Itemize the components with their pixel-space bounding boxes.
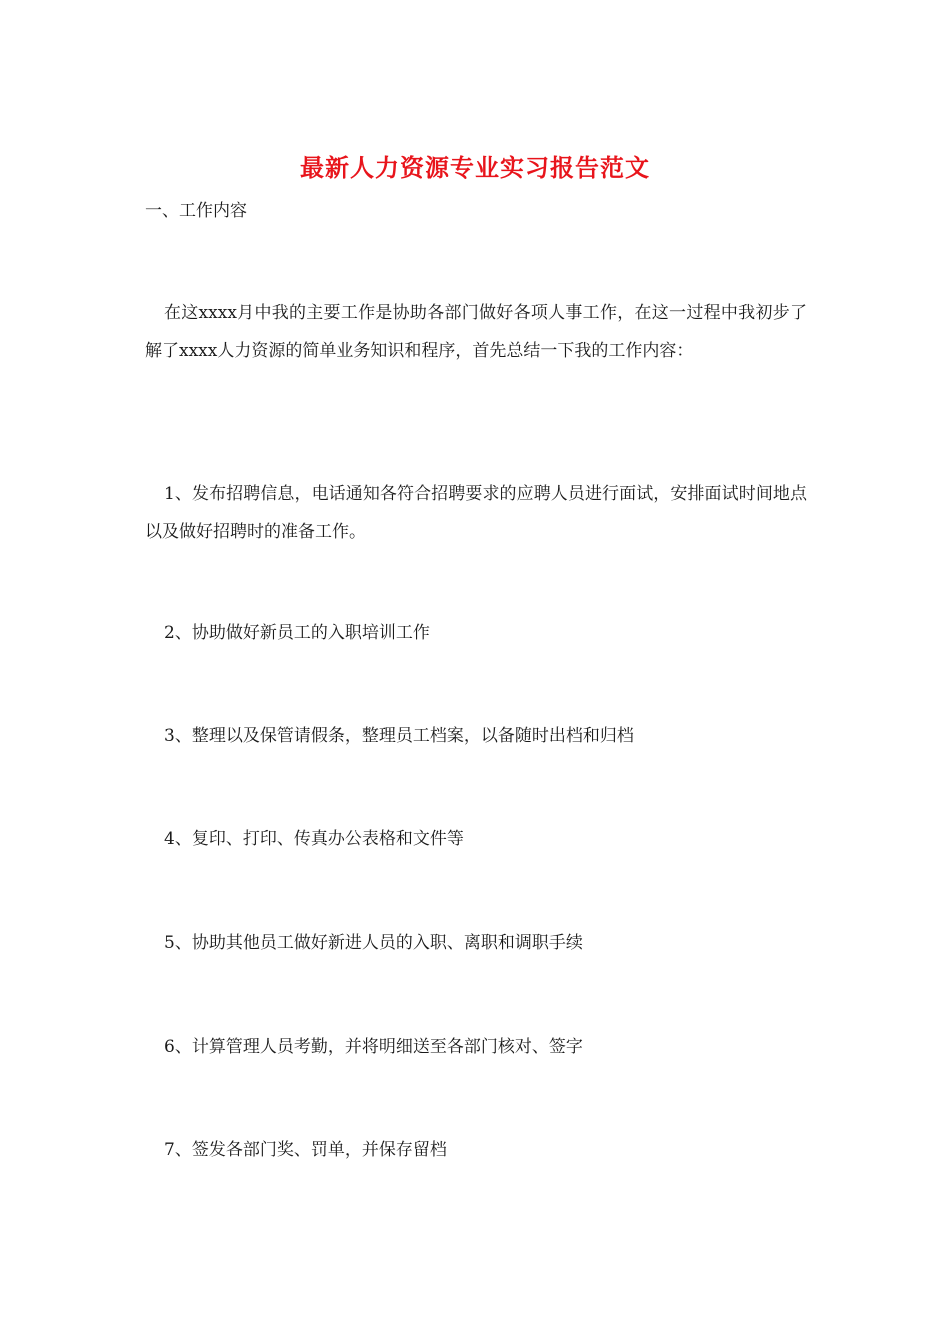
list-item: 7、签发各部门奖、罚单，并保存留档 [164, 1140, 447, 1160]
list-item: 2、协助做好新员工的入职培训工作 [164, 623, 430, 643]
list-item: 1、发布招聘信息，电话通知各符合招聘要求的应聘人员进行面试，安排面试时间地点以及做好招聘时的准备工作。 [145, 484, 807, 542]
section-heading: 一、工作内容 [145, 201, 247, 221]
intro-paragraph: 在这xxxx月中我的主要工作是协助各部门做好各项人事工作，在这一过程中我初步了解了xxxx人力资源的简单业务知识和程序，首先总结一下我的工作内容： [145, 303, 807, 361]
list-item: 5、协助其他员工做好新进人员的入职、离职和调职手续 [164, 933, 583, 953]
document-title: 最新人力资源专业实习报告范文 [300, 153, 650, 182]
list-item: 3、整理以及保管请假条，整理员工档案，以备随时出档和归档 [164, 726, 634, 746]
list-item: 6、计算管理人员考勤，并将明细送至各部门核对、签字 [164, 1037, 583, 1057]
list-item: 4、复印、打印、传真办公表格和文件等 [164, 829, 464, 849]
